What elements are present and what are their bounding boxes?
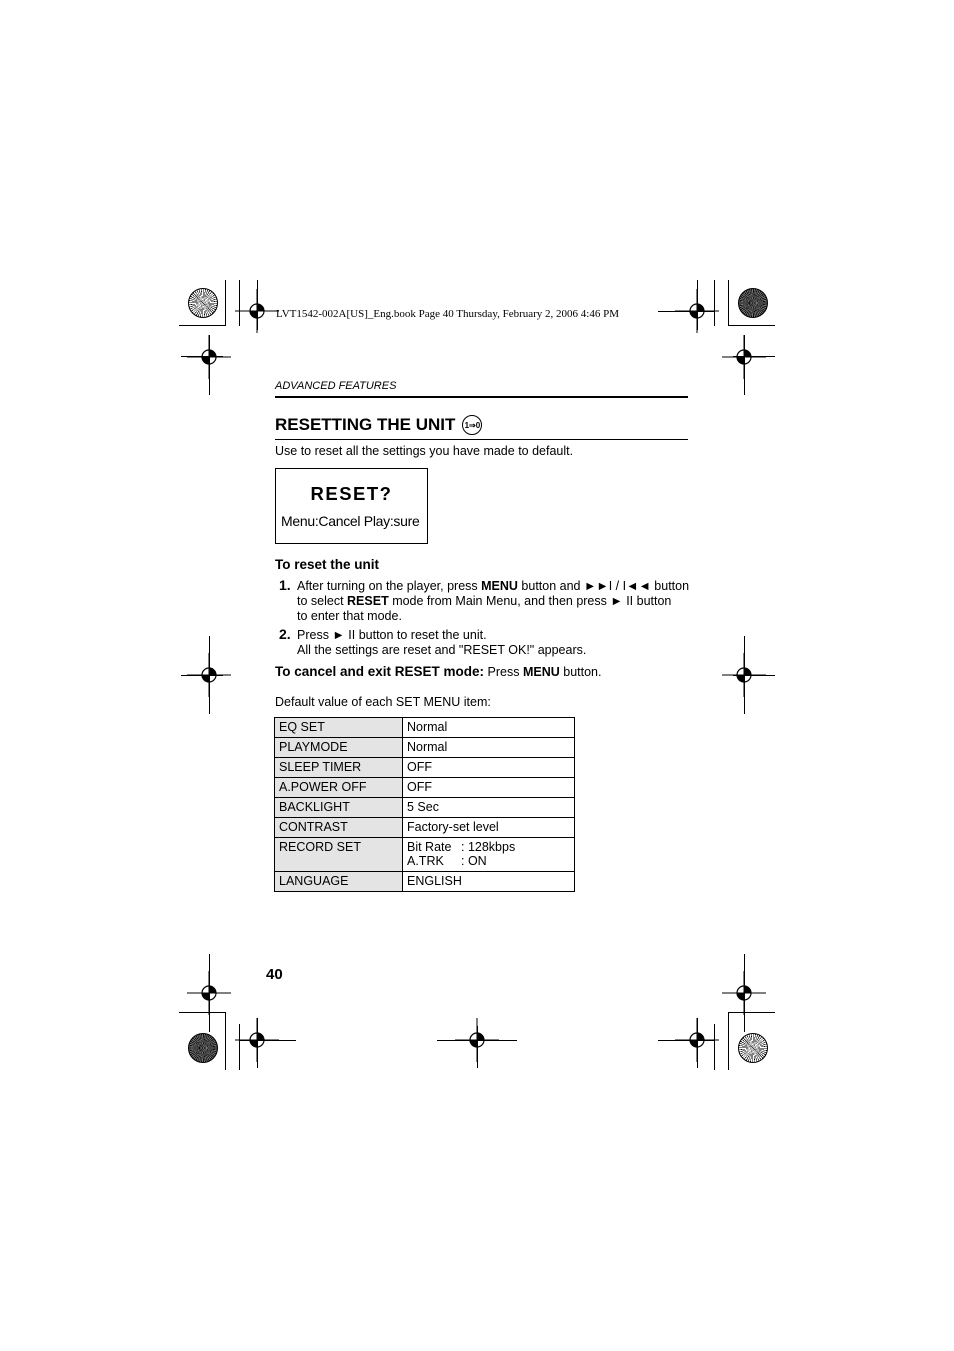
title-rule bbox=[275, 439, 688, 440]
setting-name: PLAYMODE bbox=[275, 738, 403, 758]
step-line: After turning on the player, press MENU button and ►►I / I◄◄ button bbox=[297, 579, 690, 593]
defaults-note: Default value of each SET MENU item: bbox=[275, 695, 491, 709]
page-title bbox=[275, 415, 482, 435]
table-row bbox=[275, 818, 575, 838]
page-title-text: RESETTING THE UNIT bbox=[275, 415, 456, 434]
intro-text: Use to reset all the settings you have made to default. bbox=[275, 444, 574, 458]
setting-value: OFF bbox=[403, 758, 575, 778]
page-number: 40 bbox=[266, 966, 283, 983]
setting-value bbox=[403, 838, 575, 872]
table-row bbox=[275, 778, 575, 798]
setting-value: Normal bbox=[403, 718, 575, 738]
table-row bbox=[275, 872, 575, 892]
record-set-line: Bit Rate : 128kbps bbox=[407, 840, 516, 854]
registration-disc-icon bbox=[738, 1033, 768, 1063]
step-line: to enter that mode. bbox=[297, 609, 402, 623]
lcd-display bbox=[275, 468, 428, 544]
step-line: to select RESET mode from Main Menu, and then press ► II button bbox=[297, 594, 672, 608]
setting-name: LANGUAGE bbox=[275, 872, 403, 892]
lcd-line-1: RESET? bbox=[310, 483, 393, 504]
print-info-line: LVT1542-002A[US]_Eng.book Page 40 Thursday, February 2, 2006 4:46 PM bbox=[276, 308, 620, 320]
procedure-heading: To reset the unit bbox=[275, 557, 380, 572]
record-set-line: A.TRK : ON bbox=[407, 854, 487, 868]
setting-name: SLEEP TIMER bbox=[275, 758, 403, 778]
setting-value: ENGLISH bbox=[403, 872, 575, 892]
section-header: ADVANCED FEATURES bbox=[275, 380, 397, 392]
table-row bbox=[275, 798, 575, 818]
setting-value: 5 Sec bbox=[403, 798, 575, 818]
cancel-instruction: To cancel and exit RESET mode: Press MENU button. bbox=[275, 664, 602, 679]
step-line: All the settings are reset and "RESET OK!" appears. bbox=[297, 643, 587, 657]
mode-icon: 1⇒0 bbox=[462, 415, 482, 435]
registration-disc-icon bbox=[738, 288, 768, 318]
table-row bbox=[275, 838, 575, 872]
setting-name: A.POWER OFF bbox=[275, 778, 403, 798]
step-number: 2. bbox=[279, 626, 291, 642]
registration-disc-icon bbox=[188, 1033, 218, 1063]
step-number: 1. bbox=[279, 577, 291, 593]
setting-name: EQ SET bbox=[275, 718, 403, 738]
lcd-line-2: Menu:Cancel Play:sure bbox=[281, 513, 420, 529]
setting-value: Factory-set level bbox=[403, 818, 575, 838]
table-row bbox=[275, 758, 575, 778]
defaults-table bbox=[274, 717, 575, 892]
setting-value: OFF bbox=[403, 778, 575, 798]
setting-name: CONTRAST bbox=[275, 818, 403, 838]
table-row bbox=[275, 718, 575, 738]
cancel-label: To cancel and exit RESET mode: bbox=[275, 664, 485, 679]
setting-name: BACKLIGHT bbox=[275, 798, 403, 818]
menu-key: MENU bbox=[522, 665, 560, 679]
setting-name: RECORD SET bbox=[275, 838, 403, 872]
setting-value: Normal bbox=[403, 738, 575, 758]
step-2-text bbox=[297, 628, 586, 658]
table-row bbox=[275, 738, 575, 758]
header-rule bbox=[275, 396, 688, 398]
step-1-text bbox=[297, 579, 689, 624]
step-line: Press ► II button to reset the unit. bbox=[297, 628, 487, 642]
registration-disc-icon bbox=[188, 288, 218, 318]
